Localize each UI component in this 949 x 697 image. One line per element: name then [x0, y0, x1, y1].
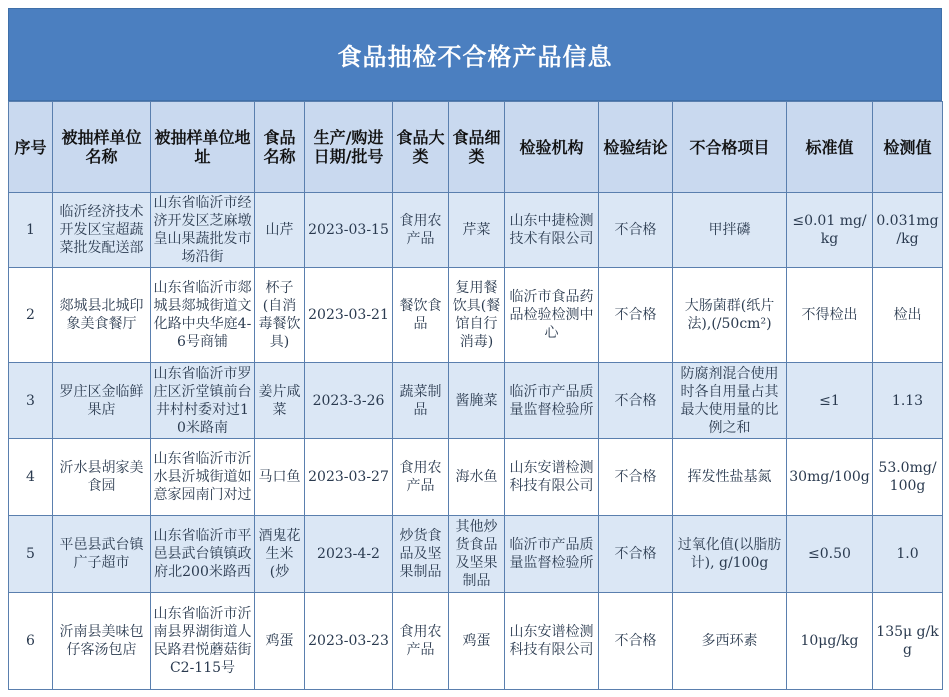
food-name: 马口鱼: [258, 469, 301, 485]
header-cell: 检验结论: [599, 102, 673, 193]
testing-lab: 山东安谱检测科技有限公司: [505, 593, 599, 690]
unit-name: 沂水县胡家美食园: [59, 460, 144, 494]
measured-value: 检出: [873, 268, 943, 363]
table-row: [9, 193, 943, 268]
food-category: 食用农产品: [393, 593, 449, 690]
food-name: 姜片咸菜: [258, 383, 301, 418]
testing-lab: 临沂市食品药品检验检测中心: [505, 268, 599, 363]
header-cell: 生产/购进日期/批号: [305, 102, 393, 193]
header-cell: 不合格项目: [673, 102, 787, 193]
row-number: 4: [9, 439, 53, 516]
failed-item: 过氧化值(以脂肪计), g/100g: [673, 516, 787, 593]
table-row: [9, 516, 943, 593]
unit-name: 沂南县美味包仔客汤包店: [59, 624, 144, 658]
standard-value: ≤1: [787, 363, 873, 439]
standard-value: 不得检出: [787, 268, 873, 363]
failed-item: 防腐剂混合使用时各自用量占其最大使用量的比例之和: [680, 365, 779, 436]
standard-value: 30mg/100g: [787, 439, 873, 516]
header-cell: 食品细类: [449, 102, 505, 193]
testing-lab: 山东中捷检测技术有限公司: [505, 193, 599, 268]
test-result: 不合格: [599, 363, 673, 439]
failed-item: 甲拌磷: [673, 193, 787, 268]
header-cell: 标准值: [787, 102, 873, 193]
results-table: [8, 101, 943, 690]
food-name: 杯子(自消毒餐饮具): [258, 280, 301, 350]
testing-lab: 山东安谱检测科技有限公司: [505, 439, 599, 516]
testing-lab: 临沂市产品质量监督检验所: [505, 363, 599, 439]
food-subcategory: 其他炒货食品及坚果制品: [455, 519, 498, 589]
testing-lab: 临沂市产品质量监督检验所: [505, 516, 599, 593]
test-result: 不合格: [599, 268, 673, 363]
unit-address: 山东省临沂市平邑县武台镇镇政府北200米路西: [153, 528, 252, 580]
unit-name: 平邑县武台镇广子超市: [59, 537, 144, 571]
table-row: [9, 439, 943, 516]
table-row: [9, 363, 943, 439]
table-row: [9, 593, 943, 690]
failed-item: 大肠菌群(纸片法),(/50cm²): [673, 268, 787, 363]
production-date: 2023-3-26: [305, 363, 393, 439]
test-result: 不合格: [599, 439, 673, 516]
unit-name: 罗庄区金临鲜果店: [59, 383, 144, 418]
row-number: 6: [9, 593, 53, 690]
measured-value: 0.031mg /kg: [873, 193, 943, 268]
unit-address: 山东省临沂市郯城县郯城街道文化路中央华庭4-6号商铺: [153, 280, 252, 350]
food-subcategory: 复用餐饮具(餐馆自行消毒): [452, 280, 501, 350]
page-title: 食品抽检不合格产品信息: [8, 8, 942, 101]
header-cell: 食品大类: [393, 102, 449, 193]
food-category: 食用农产品: [393, 439, 449, 516]
test-result: 不合格: [599, 593, 673, 690]
food-category: 蔬菜制品: [393, 363, 449, 439]
food-subcategory: 鸡蛋: [449, 593, 505, 690]
header-cell: 检验机构: [505, 102, 599, 193]
row-number: 5: [9, 516, 53, 593]
test-result: 不合格: [599, 193, 673, 268]
food-category: 食用农产品: [393, 193, 449, 268]
unit-name: 郯城县北城印象美食餐厅: [59, 298, 144, 332]
food-category: 炒货食品及坚果制品: [393, 516, 449, 593]
failed-item: 多西环素: [673, 593, 787, 690]
unit-address: 山东省临沂市沂南县界湖街道人民路君悦蘑菇街C2-115号: [153, 606, 252, 676]
unit-address: 山东省临沂市沂水县沂城街道如意家园南门对过: [153, 451, 252, 503]
unit-address: 山东省临沂市经济开发区芝麻墩皇山果蔬批发市场沿街: [153, 195, 252, 265]
unit-address: 山东省临沂市罗庄区沂堂镇前台井村村委对过10米路南: [153, 365, 252, 436]
food-subcategory: 酱腌菜: [449, 363, 505, 439]
food-subcategory: 海水鱼: [449, 439, 505, 516]
food-name: 山芹: [265, 222, 294, 238]
food-subcategory: 芹菜: [449, 193, 505, 268]
header-cell: 被抽样单位地址: [151, 102, 255, 193]
food-name: 酒鬼花生米(炒: [258, 528, 301, 580]
standard-value: ≤0.01 mg/kg: [787, 193, 873, 268]
production-date: 2023-4-2: [305, 516, 393, 593]
food-name: 鸡蛋: [265, 633, 294, 649]
table-row: [9, 268, 943, 363]
measured-value: 1.0: [873, 516, 943, 593]
measured-value: 53.0mg/ 100g: [873, 439, 943, 516]
row-number: 1: [9, 193, 53, 268]
measured-value: 135μ g/kg: [873, 593, 943, 690]
row-number: 2: [9, 268, 53, 363]
header-row: [9, 102, 943, 193]
row-number: 3: [9, 363, 53, 439]
production-date: 2023-03-15: [305, 193, 393, 268]
standard-value: 10μg/kg: [787, 593, 873, 690]
production-date: 2023-03-27: [305, 439, 393, 516]
failed-item: 挥发性盐基氮: [673, 439, 787, 516]
unit-name: 临沂经济技术开发区宝超蔬菜批发配送部: [59, 204, 144, 256]
header-cell: 被抽样单位名称: [53, 102, 151, 193]
test-result: 不合格: [599, 516, 673, 593]
header-cell: 序号: [9, 102, 53, 193]
production-date: 2023-03-23: [305, 593, 393, 690]
food-category: 餐饮食品: [393, 268, 449, 363]
standard-value: ≤0.50: [787, 516, 873, 593]
report-sheet: [8, 8, 942, 697]
measured-value: 1.13: [873, 363, 943, 439]
header-cell: 检测值: [873, 102, 943, 193]
production-date: 2023-03-21: [305, 268, 393, 363]
header-cell: 食品名称: [255, 102, 305, 193]
